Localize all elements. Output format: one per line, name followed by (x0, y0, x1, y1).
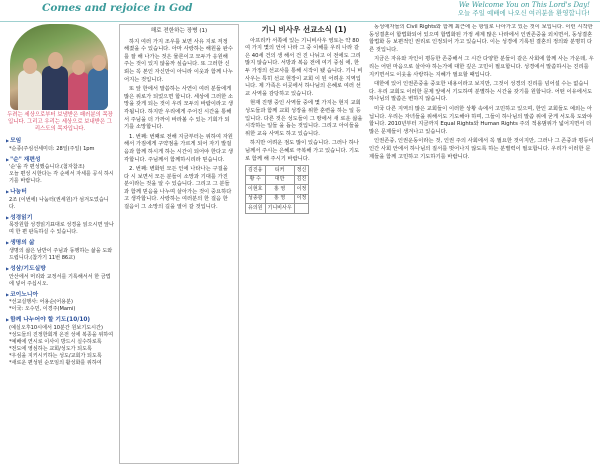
section-title: ▶ 성경읽기 (6, 214, 114, 223)
section-line: '순'을 각 편성했습니다.(첨자참조) (9, 164, 85, 171)
table-row (246, 204, 309, 214)
bulletin-header (0, 0, 600, 22)
table-cell: 대만 (265, 175, 294, 185)
photo-caption: 두려는 세상으로부터 보냄받은 패러분의 목장입니다. 그리고 우리는 세상으로 보내받은 그리스도의 목자입니다. (7, 112, 113, 132)
section-title: ▶ 코이노니아 (6, 291, 114, 300)
header-welcome (458, 1, 590, 17)
welcome-korean: 오늘 주일 예배에 나오신 여러분을 환영합니다! (457, 9, 590, 17)
welcome-english: We Welcome You on This Lord's Day! (458, 1, 590, 9)
table-cell: 이정 (294, 185, 309, 195)
table-cell (294, 204, 309, 214)
section-line: *순종(주심선세미더: 28일(주일) 1pm (9, 145, 95, 152)
table-cell: 유의원 (246, 204, 266, 214)
table-cell: 기니비사우 (265, 204, 294, 214)
table-cell: 홍 영 (265, 194, 294, 204)
table-row (246, 185, 309, 195)
paragraph: 인권존중, 인권운동이라는 것, 인권 주의 사회에서 꼭 필요한 것이지만, 그러나 그 존중과 평등이 인간 사회 안에서 하나님의 질서를 벗어나지 않도록 하는 분별력이 필요합니다. 우리가 이러한 문제들을 함께 고민하고 기도하기를 바랍니다. (369, 138, 594, 160)
mission-title: 기니 비사우 선교소식 (1) (261, 25, 347, 34)
column-sermon (119, 24, 239, 464)
section-line: 생명의 삶은 남반이 주님과 동행하는 삶을 도와드립니다.(참가기 11번 86교) (9, 247, 113, 261)
section-line: 목장원합 성경읽기표대로 성경을 읽으시면 앞나며 한 편 판독하실 수 있습니다. (9, 222, 114, 236)
pastor-family-photo (10, 24, 108, 110)
mission-body (245, 38, 363, 164)
section-line: *성도들의 진정한회개 온전 성에 복종을 위하여 (9, 331, 114, 338)
paragraph: 1. 번째: 번째로 전해 지금부터는 위하여 자원해서 가짐에게 구약점을 가르게 되어 자기 발걸음과 함께 하시게 하는 시간이 되어야 한다고 생각합니다. 주님께서 함께하시리라 믿습니다. (124, 133, 234, 163)
section-line: 안산에서 머리와 교정서를 기록해서서 한 금법에 넣어 주십시오. (9, 273, 111, 287)
column-announcements (6, 24, 114, 464)
section-line: *예배에 연시로 이사이 방드시 실수하로록 (9, 338, 102, 345)
paragraph: 2. 번째: 변화된 모든 인에 나타나는 구걸을 다 시 보면서 모든 분들이 소망과 기대를 가진 분이라는 것을 알 수 있습니다. 그리고 그 분들과 함께 믿음을 나누며 살아가는 것이 중요하다고 생각합니다. 사랑하는 여러분의 한 걸음 한 걸음이 그 소망의 길을 열어 갈 것입니다. (124, 166, 232, 211)
paragraph: 동성애자들의 Civil Rights와 함께 최근에 는 항일로 나아가고 있는 것이 보입니다. 이런 시작한 동성결혼이 합법화되어 있으며 합법화된 가정 세계 많은 나라에서 인권존중을 외치면서, 동성결혼 합법화 등 보편적인 권리로 인정되어 가고 있습니다. 이는 성경에 기록된 결혼의 정의와 분명히 다른 것입니다. (369, 24, 593, 53)
section-title: ▶ 성삼/기도실방 (6, 265, 114, 274)
header-divider (0, 21, 600, 22)
table-row (246, 194, 309, 204)
paragraph: 현재 진행 중인 사역들 중에 몇 가지는 현지 교회 성도들과 함께 교회 성장을 위한 훈련을 하는 일 등 입니다. 다른 것은 성도들이 그 땅에서 새 로운 삶을 시작하는 일들 을 돕는 것입니다. 그리고 아이들을 위한 교육 사역도 하고 있습니다. (245, 100, 363, 137)
table-row (246, 166, 309, 176)
paragraph: 대한에 있어 인권존중을 중요한 내용이라고 보지만, 그것이 성경의 진리를 넘어설 수는 없습니다. 우리 교회도 이러한 문제 앞에서 기도하며 분별하는 시간을 갖기를 원합니다. 어떤 이유에서도 하나님의 말씀은 변하지 않습니다. (369, 81, 593, 103)
table-cell: 김진 (294, 175, 309, 185)
table-cell: 이정 (294, 194, 309, 204)
table-cell: 정신 (294, 166, 309, 176)
missionary-table (245, 165, 309, 214)
table-cell: 성종광 (246, 194, 266, 204)
table-row (246, 175, 309, 185)
paragraph: 아프리카 서쪽에 있는 기니비사우 영토는 약 80여 가지 몇의 언어 나라 그 중 이해를 우리 나라 같은 40세 건의 생 해서 건 진 나뉘고 이 전에도 그리 많지 않습니다. 서방과 복음 전에 여기 중심 에, 한두 가정의 선교사를 통해 시작이 됐 습니다. 기니 비사우는 특히 선교 현장이 교회 이 된 어려운 지역입니다. 제 가족은 이곳에서 하나님의 은혜로 여러 선교 사역을 감당하고 있습니다. (245, 37, 363, 97)
section-line: 2조 (이번에) 나눔터(권세원)가 섬겨도었습니다. (9, 196, 109, 210)
section-line: *우심을 지키시키하는 성도/교회가 되도록 (9, 352, 102, 359)
column-article (369, 24, 595, 464)
header-left-title: Comes and rejoice in God (42, 2, 193, 14)
section-title: ▶ 함께 나누어야 할 기도(10/10) (6, 316, 114, 325)
sermon-title: 해로 전한하는 장병 (1) (150, 28, 208, 34)
paragraph: 미국 다른 지역의 많은 교회들이 이러한 상황 속에서 고민하고 있으며, 한인 교회들도 예외는 아닙니다. 우리는 자녀들을 위해서도 기도해야 하며, 그들이 하나님의 말씀 위에 굳게 서도록 도와야 합니다. 2010년부터 지금까지 Equal Rights와 Human Rights 주의 적용범위가 넓어지면서 더 많은 문제들이 생겨나고 있습니다. (369, 105, 593, 135)
section-line: *이국: 오수민, 이경주(Mami) (9, 306, 76, 313)
section-line: *전도에 영심하는 교회/성도가 되도록 (9, 345, 92, 352)
table-cell: 홍 영 (265, 185, 294, 195)
column-mission-news (245, 24, 363, 464)
section-title: ▶ 모임 (6, 137, 114, 146)
announcement-list (6, 137, 114, 367)
section-title: ▶ "순" 재편성 (6, 156, 114, 165)
table-cell: 황 수 (246, 175, 266, 185)
paragraph: 하지만 어려운 점도 많이 있습니다. 그러나 하나님께서 주시는 은혜로 극복해 가고 있습니다. 기도로 함께 해 주시기 바랍니다. (245, 140, 360, 162)
section-line: *새로운 편성된 순모임의 활성화를 위하여 (9, 359, 102, 366)
sermon-body (124, 39, 234, 212)
section-line: (예실오후10시에서 10분간 원보기도시간) (9, 324, 103, 331)
table-cell: 이현호 (246, 185, 266, 195)
paragraph: 하지 여러 가지 조우를 보면 사유 지로 걱정 해졌을 수 있습니다. 아마 사랑하는 해원을 완수를 잘 해 나가는 것은 물론이고 모두가 응원해 주는 것이 있지 않을까 싶습니다. 또 그러한 신뢰는 꼭 본인 자신만이 아니라 이웃과 함께 나누어지는 것입니다. (124, 38, 234, 83)
paragraph: 또 앞 한에서 말씀하는 사연이 여러 분들에게 많은 위로가 되었으면 합니다. 세상에 그러한 소망을 갖게 되는 것이 우리 모두의 바람이라고 생각됩니다. 하지만 우리에게 주어진 시간을 통해서 주님을 더 가까이 바라볼 수 있는 기회가 되기를 소망합니다. (124, 86, 234, 131)
paragraph: 지금은 자유와 자인이 평등한 존중해서 그 시간 다양한 분들이 같은 사회에 함께 사는 가운데, 우리는 어떤 마음으로 살아야 하는가에 대한 깊은 고민이 필요합니다. 성경에서 말씀하시는 진리를 지키면서도 이웃을 사랑하는 지혜가 필요할 때입니다. (369, 56, 594, 78)
section-line: *선교실행사: 어용순(어용분) (9, 299, 73, 306)
table-cell: 티커 (265, 166, 294, 176)
section-title: ▶ 나눔터 (6, 188, 114, 197)
table-cell: 김진웅 (246, 166, 266, 176)
section-line: 오늘 편성 시한다는 각 순에서 자세를 공식 하시기를 바랍니다. (9, 171, 114, 185)
article-body (369, 24, 595, 161)
section-title: ▶ 생명의 삶 (6, 239, 114, 248)
